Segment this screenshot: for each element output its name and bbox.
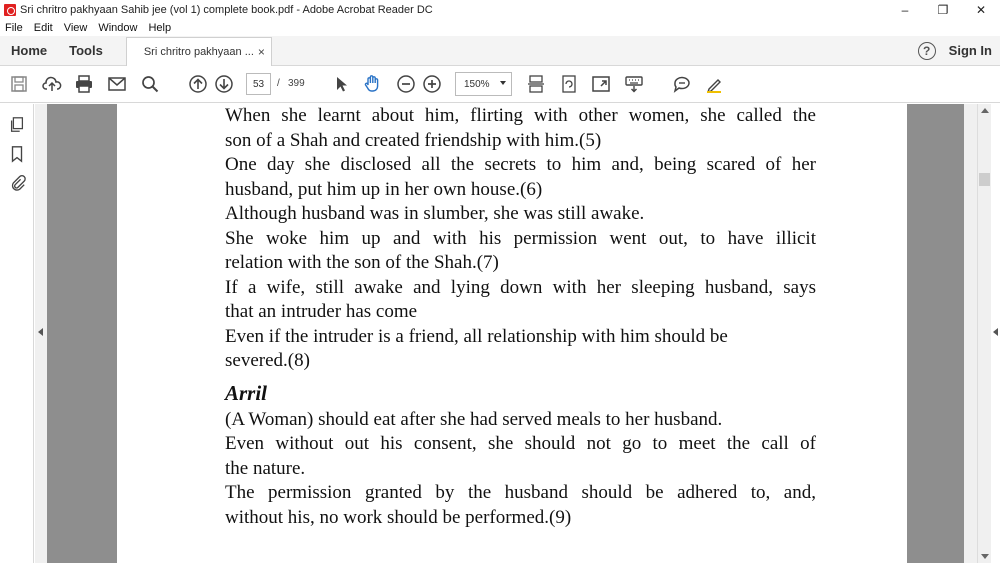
text-line: One day she disclosed all the secrets to him and, being scared of her — [225, 154, 816, 175]
zoom-value: 150% — [464, 78, 490, 90]
text-line: The permission granted by the husband should be adhered to, and, — [225, 482, 816, 503]
left-navigation-rail — [0, 104, 34, 563]
expand-left-panel-icon[interactable] — [38, 328, 43, 336]
chevron-down-icon — [500, 81, 506, 85]
text-line: son of a Shah and created friendship with him.(5) — [225, 129, 602, 151]
zoom-in-icon[interactable] — [421, 73, 443, 95]
section-heading: Arril — [225, 380, 268, 405]
tab-bar — [0, 36, 1000, 66]
minimize-button[interactable]: – — [901, 3, 909, 17]
print-icon[interactable] — [73, 73, 95, 95]
text-line: Even without out his consent, she should not go to meet the call of — [225, 433, 816, 454]
text-line: husband, put him up in her own house.(6) — [225, 178, 543, 200]
help-icon[interactable]: ? — [918, 42, 936, 60]
sign-in-link[interactable]: Sign In — [948, 43, 992, 58]
menu-file[interactable]: File — [5, 22, 23, 34]
text-line: (A Woman) should eat after she had served meals to her husband. — [225, 408, 723, 430]
text-line: If a wife, still awake and lying down with her sleeping husband, says — [225, 276, 816, 298]
email-icon[interactable] — [106, 73, 128, 95]
viewer-margin-left — [47, 104, 117, 563]
text-line: the nature. — [225, 457, 306, 479]
menu-window[interactable]: Window — [98, 22, 138, 34]
viewer-margin-right — [907, 104, 964, 563]
close-tab-icon[interactable]: × — [257, 45, 265, 59]
highlight-pen-icon[interactable] — [703, 73, 725, 95]
pdf-page — [117, 104, 907, 563]
keyboard-icon[interactable] — [623, 73, 645, 95]
next-page-icon[interactable] — [213, 73, 235, 95]
document-tab-label: Sri chritro pakhyaan ... — [143, 46, 254, 58]
expand-right-panel-icon[interactable] — [993, 328, 998, 336]
page-thumbnails-icon[interactable] — [7, 115, 27, 135]
select-cursor-icon[interactable] — [330, 73, 352, 95]
text-line: severed.(8) — [225, 350, 310, 371]
close-window-button[interactable]: ✕ — [975, 3, 987, 17]
attachment-paperclip-icon[interactable] — [7, 172, 27, 192]
comment-icon[interactable] — [671, 73, 693, 95]
right-panel-rail — [991, 104, 1000, 563]
tab-document[interactable] — [126, 37, 272, 66]
search-icon[interactable] — [139, 73, 161, 95]
scroll-mode-icon[interactable] — [525, 73, 547, 95]
tab-home[interactable]: Home — [11, 43, 48, 58]
window-titlebar — [0, 0, 1000, 20]
text-line: She woke him up and with his permission went out, to have illicit — [225, 227, 816, 249]
page-number-input[interactable]: 53 — [246, 73, 271, 95]
previous-page-icon[interactable] — [187, 73, 209, 95]
text-line: Even if the intruder is a friend, all relationship with him should be — [225, 325, 728, 347]
zoom-out-icon[interactable] — [395, 73, 417, 95]
text-line: Although husband was in slumber, she was still awake. — [225, 203, 645, 224]
menu-help[interactable]: Help — [148, 22, 172, 34]
page-text — [225, 104, 816, 530]
scrollbar-thumb[interactable] — [979, 173, 990, 186]
text-line: that an intruder has come — [225, 301, 418, 322]
vertical-scrollbar[interactable] — [977, 104, 991, 563]
rotate-page-icon[interactable] — [558, 73, 580, 95]
scroll-down-icon[interactable] — [981, 554, 989, 559]
full-screen-icon[interactable] — [590, 73, 612, 95]
window-title: Sri chritro pakhyaan Sahib jee (vol 1) complete book.pdf - Adobe Acrobat Reader DC — [20, 4, 433, 16]
restore-button[interactable]: ❐ — [937, 3, 949, 17]
hand-tool-icon[interactable] — [362, 73, 384, 95]
save-icon[interactable] — [8, 73, 30, 95]
scroll-up-icon[interactable] — [981, 108, 989, 113]
zoom-dropdown[interactable] — [455, 72, 512, 96]
bookmark-icon[interactable] — [7, 144, 27, 164]
text-line: When she learnt about him, flirting with other women, she called the — [225, 105, 816, 126]
tab-tools[interactable]: Tools — [69, 43, 103, 58]
acrobat-pdf-icon — [4, 4, 16, 16]
page-total: 399 — [288, 78, 305, 89]
menu-bar — [0, 20, 1000, 36]
page-separator: / — [277, 78, 280, 89]
text-line: without his, no work should be performed.(9) — [225, 506, 572, 528]
menu-view[interactable]: View — [63, 22, 88, 34]
text-line: relation with the son of the Shah.(7) — [225, 252, 499, 273]
upload-cloud-icon[interactable] — [41, 73, 63, 95]
menu-edit[interactable]: Edit — [33, 22, 53, 34]
